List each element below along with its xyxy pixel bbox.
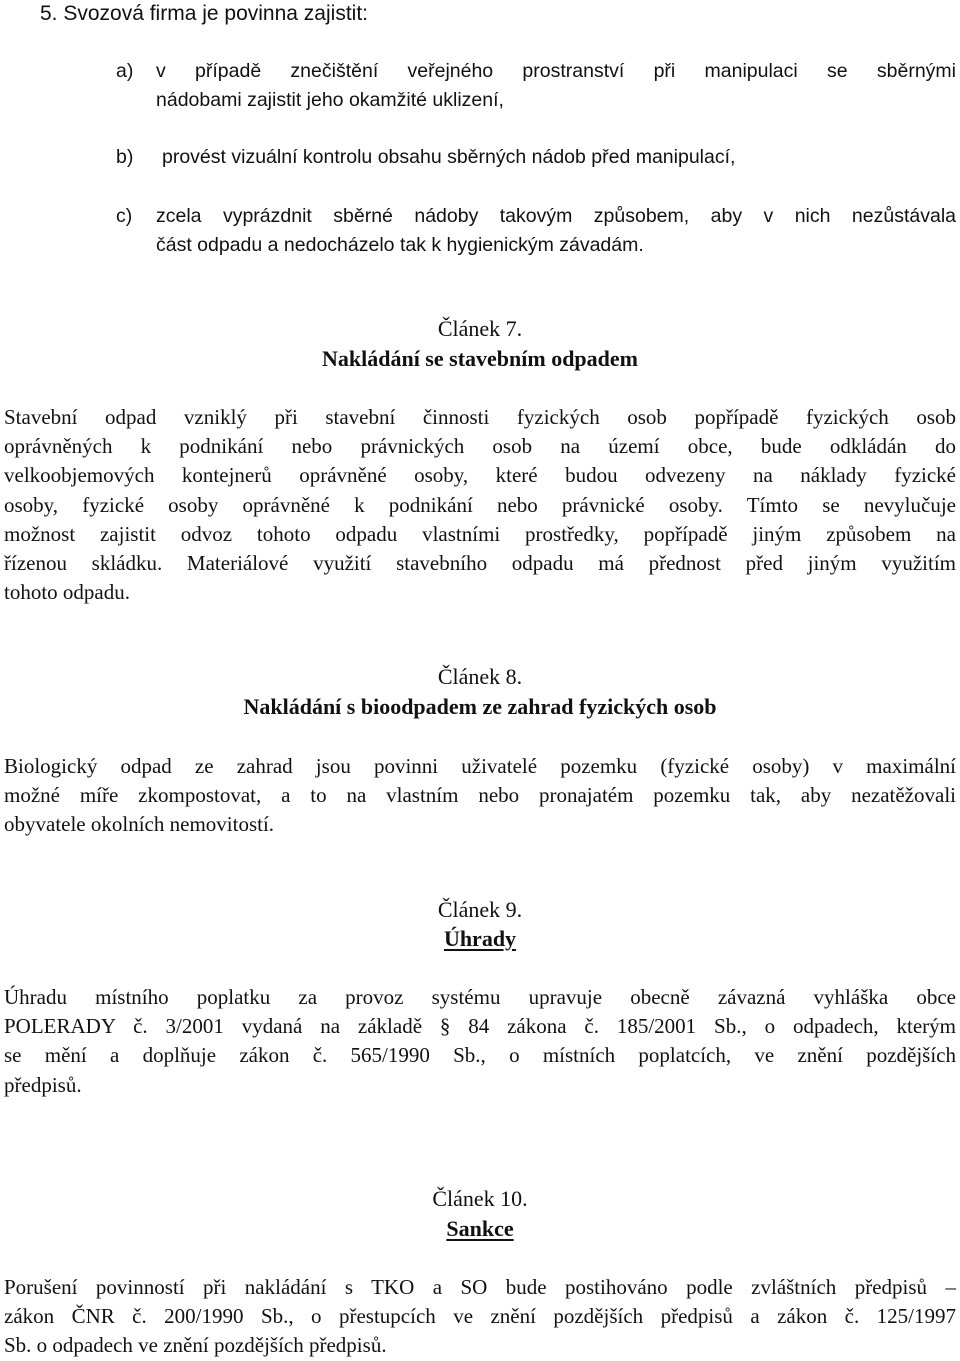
article-title: Nakládání s bioodpadem ze zahrad fyzických osob: [243, 694, 717, 719]
article-number: Článek 9.: [437, 897, 523, 922]
list-item-text: část odpadu a nedocházelo tak k hygienickým závadám.: [156, 234, 644, 256]
article-paragraph: [4, 983, 956, 1100]
list-item-text: zcela vyprázdnit sběrné nádoby takovým způsobem, aby v nich nezůstávala: [156, 205, 956, 227]
paragraph-line: obyvatele okolních nemovitostí.: [4, 812, 275, 837]
paragraph-line: možnost zajistit odvoz tohoto odpadu vlastními prostředky, popřípadě jiným způsobem na: [4, 521, 956, 546]
article-title: [0, 1216, 960, 1242]
paragraph-line: osoby, fyzické osoby oprávněné k podnikání nebo právnické osoby. Tímto se nevylučuje: [4, 492, 956, 517]
list-item-text: provést vizuální kontrolu obsahu sběrných nádob před manipulací,: [162, 146, 736, 168]
paragraph-line: možné míře zkompostovat, a to na vlastním nebo pronajatém pozemku tak, aby nezatěžovali: [4, 783, 956, 808]
list-item-text: nádobami zajistit jeho okamžité uklizení,: [156, 89, 504, 111]
paragraph-line: Biologický odpad ze zahrad jsou povinni uživatelé pozemku (fyzické osoby) v maximální: [4, 754, 956, 778]
paragraph-line: zákon ČNR č. 200/1990 Sb., o přestupcích ve znění pozdějších předpisů a zákon č. 125/1997: [4, 1304, 956, 1329]
section-heading: 5. Svozová firma je povinna zajistit:: [40, 2, 368, 25]
article-paragraph: [4, 403, 956, 607]
paragraph-line: řízenou skládku. Materiálové využití stavebního odpadu má přednost před jiným využitím: [4, 551, 956, 576]
paragraph-line: Sb. o odpadech ve znění pozdějších předpisů.: [4, 1333, 387, 1358]
paragraph-line: POLERADY č. 3/2001 vydaná na základě § 84 zákona č. 185/2001 Sb., o odpadech, kterým: [4, 1014, 956, 1039]
article-title: [0, 926, 960, 952]
paragraph-line: se mění a doplňuje zákon č. 565/1990 Sb., o místních poplatcích, ve znění pozdějších: [4, 1043, 956, 1068]
paragraph-line: oprávněných k podnikání nebo právnických osob na území obce, bude odkládán do: [4, 434, 956, 459]
list-item-label: b): [116, 146, 134, 168]
article-title: Nakládání se stavebním odpadem: [321, 346, 638, 371]
article-paragraph: [4, 1273, 956, 1361]
article-number: Článek 7.: [437, 316, 523, 341]
paragraph-line: velkoobjemových kontejnerů oprávněné osoby, které budou odvezeny na náklady fyzické: [4, 463, 956, 488]
list-item-text: v případě znečištění veřejného prostranství při manipulaci se sběrnými: [156, 60, 956, 82]
paragraph-line: Úhradu místního poplatku za provoz systému upravuje obecně závazná vyhláška obce: [4, 985, 956, 1009]
article-paragraph: [4, 752, 956, 840]
article-title-text: Úhrady: [443, 926, 517, 951]
article-title-text: Sankce: [446, 1216, 514, 1241]
paragraph-line: tohoto odpadu.: [4, 580, 130, 605]
paragraph-line: Porušení povinností při nakládání s TKO a SO bude postihováno podle zvláštních předpisů –: [4, 1275, 956, 1299]
list-item-label: a): [116, 60, 134, 82]
article-number: Článek 10.: [432, 1186, 528, 1211]
list-item-label: c): [116, 205, 133, 227]
article-number: Článek 8.: [437, 664, 523, 689]
paragraph-line: předpisů.: [4, 1072, 82, 1097]
paragraph-line: Stavební odpad vzniklý při stavební činnosti fyzických osob popřípadě fyzických osob: [4, 405, 956, 429]
